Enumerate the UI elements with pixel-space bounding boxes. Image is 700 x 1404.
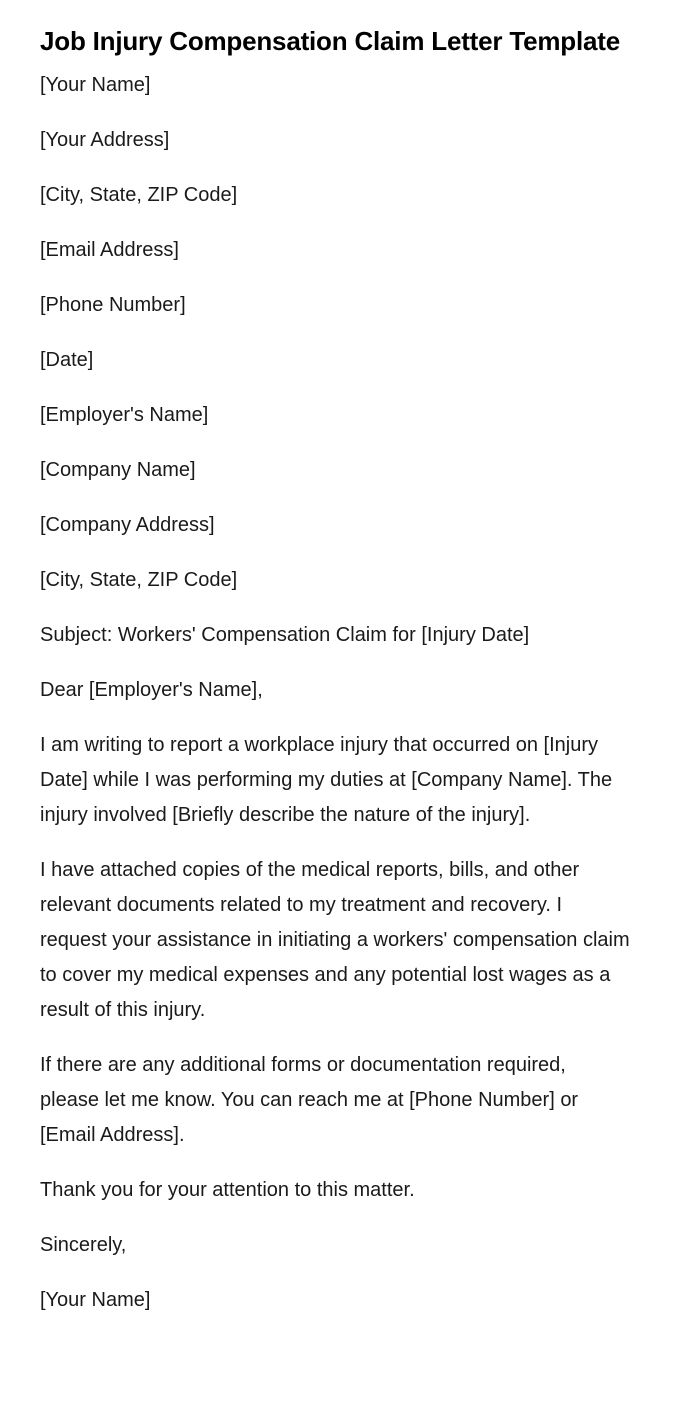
closing: Sincerely, xyxy=(40,1234,127,1256)
subject-line: Subject: Workers' Compensation Claim for [Injury Date] xyxy=(40,624,530,646)
sender-email: [Email Address] xyxy=(40,239,179,261)
body-paragraph: I have attached copies of the medical reports, bills, and other relevant documents related to my treatment and recovery. I request your assistance in initiating a workers' compensation claim to cover my medical expenses and any potential lost wages as a result of this injury. xyxy=(40,859,630,1021)
recipient-block xyxy=(40,398,660,598)
sender-city-state-zip: [City, State, ZIP Code] xyxy=(40,184,238,206)
body-paragraph: Thank you for your attention to this matter. xyxy=(40,1179,415,1201)
body-paragraph: If there are any additional forms or documentation required, please let me know. You can reach me at [Phone Number] or [Email Address]. xyxy=(40,1054,579,1146)
signature: [Your Name] xyxy=(40,1289,151,1311)
page-title: Job Injury Compensation Claim Letter Template xyxy=(40,26,620,56)
body-paragraph: I am writing to report a workplace injury that occurred on [Injury Date] while I was performing my duties at [Company Name]. The injury involved [Briefly describe the nature of the injury]. xyxy=(40,734,613,826)
sender-block xyxy=(40,68,660,323)
sender-name: [Your Name] xyxy=(40,74,151,96)
letter-body xyxy=(40,728,660,1208)
recipient-company-address: [Company Address] xyxy=(40,514,215,536)
recipient-employer-name: [Employer's Name] xyxy=(40,404,209,426)
sender-address: [Your Address] xyxy=(40,129,170,151)
recipient-company-name: [Company Name] xyxy=(40,459,196,481)
letter-date: [Date] xyxy=(40,349,94,371)
salutation: Dear [Employer's Name], xyxy=(40,679,263,701)
sender-phone: [Phone Number] xyxy=(40,294,186,316)
recipient-city-state-zip: [City, State, ZIP Code] xyxy=(40,569,238,591)
